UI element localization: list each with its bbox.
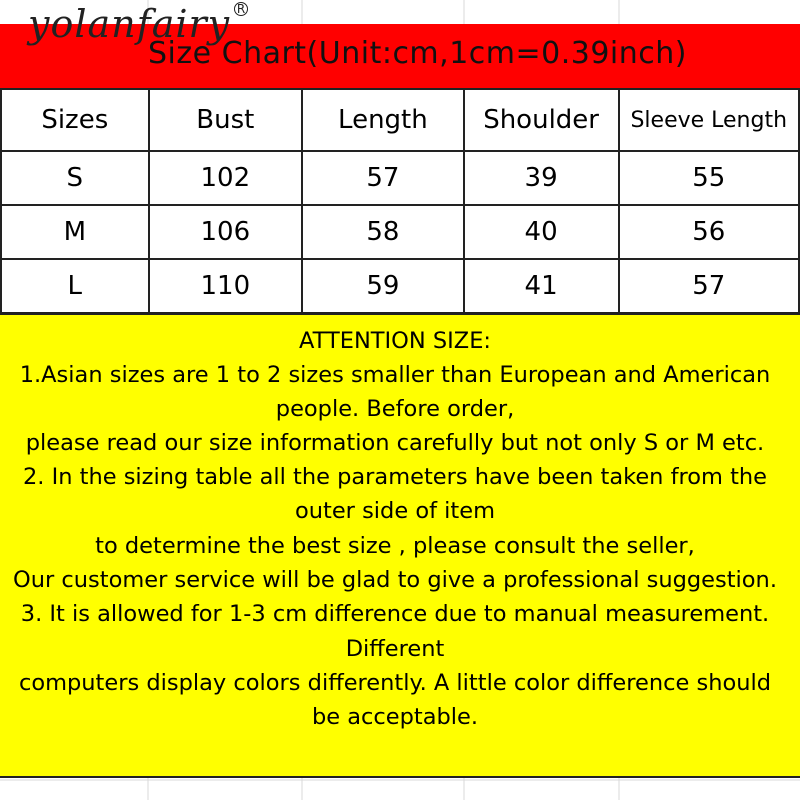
cell-shoulder: 40 [464,205,619,259]
table-row [1,259,799,313]
cell-shoulder: 41 [464,259,619,313]
header-sleeve-length: Sleeve Length [619,89,800,151]
brand-logo: yolanfairy [28,2,231,46]
header-sizes: Sizes [1,89,149,151]
notice-line: Different [345,636,445,662]
cell-bust: 106 [149,205,303,259]
size-table [0,88,800,314]
cell-sleeve-length: 56 [619,205,800,259]
cell-sleeve-length: 55 [619,151,800,205]
table-row [1,151,799,205]
notice-line: please read our size information carefully but not only S or M etc. [25,430,765,456]
cell-length: 58 [302,205,464,259]
size-chart-title: Size Chart(Unit:cm,1cm=0.39inch) [148,36,687,71]
notice-line: 2. In the sizing table all the parameters have been taken from the [22,464,768,490]
attention-notice-box [0,313,800,778]
notice-line: 3. It is allowed for 1-3 cm difference due to manual measurement. [20,601,770,627]
table-header-row [1,89,799,151]
header-bust: Bust [149,89,303,151]
cell-length: 57 [302,151,464,205]
header-length: Length [302,89,464,151]
cell-size: M [1,205,149,259]
notice-line: outer side of item [294,498,496,524]
notice-line: to determine the best size , please consult the seller, [95,533,695,559]
notice-line: Our customer service will be glad to give a professional suggestion. [13,567,777,593]
cell-size: S [1,151,149,205]
notice-line: people. Before order, [275,396,515,422]
registered-trademark-icon: R [234,2,248,16]
cell-length: 59 [302,259,464,313]
notice-line: computers display colors differently. A little color difference should [18,670,772,696]
notice-heading: ATTENTION SIZE: [299,328,491,354]
table-row [1,205,799,259]
notice-line: 1.Asian sizes are 1 to 2 sizes smaller than European and American [19,362,771,388]
cell-size: L [1,259,149,313]
notice-line: be acceptable. [311,704,479,730]
header-shoulder: Shoulder [464,89,619,151]
cell-sleeve-length: 57 [619,259,800,313]
cell-bust: 102 [149,151,303,205]
cell-bust: 110 [149,259,303,313]
cell-shoulder: 39 [464,151,619,205]
